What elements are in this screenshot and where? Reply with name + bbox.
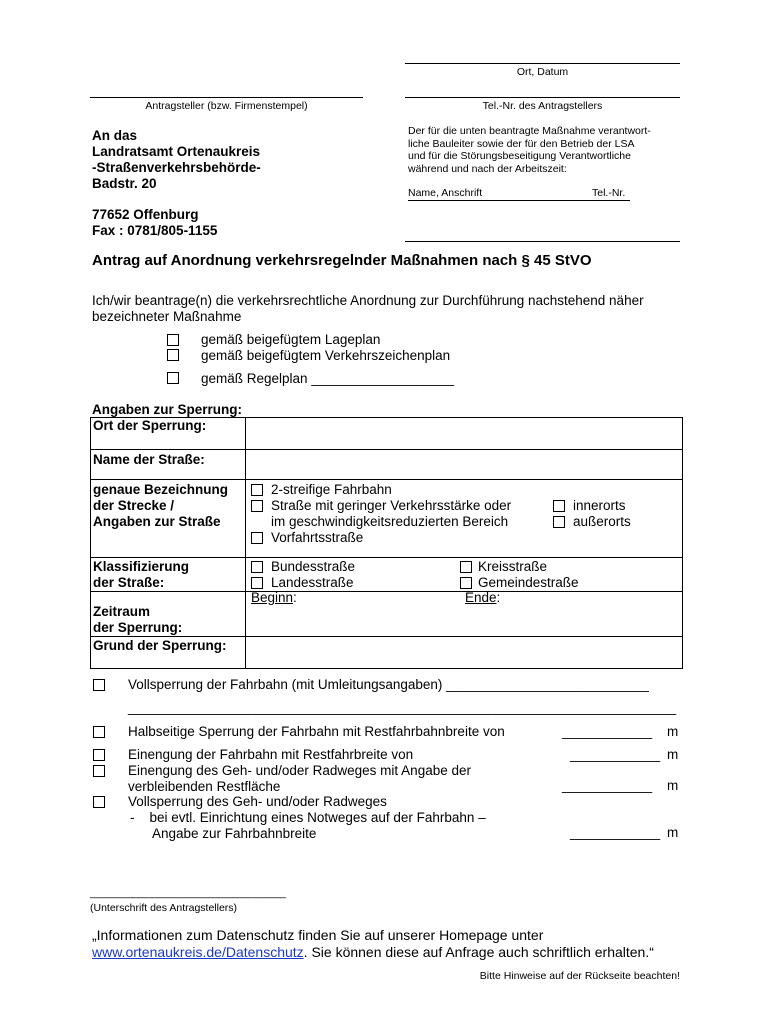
tel-nr-line[interactable] [405, 97, 680, 98]
lageplan-checkbox[interactable] [167, 334, 179, 346]
ort-sperrung-label: Ort der Sperrung: [93, 418, 207, 433]
signature-line[interactable]: ________________________________ [90, 887, 286, 899]
verkehrszeichenplan-checkbox[interactable] [167, 349, 179, 361]
einengung-gehweg-unit: m [667, 778, 679, 793]
zeitraum-cell [246, 592, 683, 637]
bezeichnung-label: Angaben zur Straße [93, 514, 221, 529]
zeitraum-label: der Sperrung: [93, 620, 183, 635]
regelplan-label: gemäß Regelplan ___________________ [201, 371, 454, 386]
grund-label: Grund der Sperrung: [93, 638, 227, 653]
notweg-label [130, 810, 486, 842]
bundesstrasse-checkbox[interactable] [251, 561, 263, 573]
vorfahrtsstrasse-checkbox[interactable] [251, 532, 263, 544]
einengung-fahrbahn-blank[interactable]: ____________ [570, 747, 661, 762]
klassifizierung-label: Klassifizierung [93, 559, 190, 574]
umleitung-fill-line[interactable]: _________________________________________________________________________ [128, 700, 677, 715]
beginn-label: Beginn: [251, 590, 297, 605]
einengung-fahrbahn-checkbox[interactable] [93, 749, 105, 761]
address-line: An das [92, 128, 138, 143]
einengung-gehweg-checkbox[interactable] [93, 765, 105, 777]
address-line: Landratsamt Ortenaukreis [92, 144, 261, 159]
datenschutz-rest: . Sie können diese auf Anfrage auch schriftlich erhalten.“ [303, 944, 654, 960]
bezeichnung-label-cell [91, 480, 246, 558]
ausserorts-checkbox[interactable] [553, 516, 565, 528]
klassifizierung-label-cell [91, 558, 246, 592]
datenschutz-line: „Informationen zum Datenschutz finden Sie auf unserer Homepage unter [92, 927, 544, 943]
tel-nr-label: Tel.-Nr. des Antragstellers [482, 100, 603, 112]
gemeindestrasse-checkbox[interactable] [460, 577, 472, 589]
name-strasse-label-cell [91, 450, 246, 480]
geringe-verkehrsstaerke-checkbox[interactable] [251, 500, 263, 512]
notweg-blank[interactable]: ____________ [570, 825, 661, 840]
bauleiter-entry-line[interactable] [405, 241, 680, 242]
einengung-fahrbahn-label: Einengung der Fahrbahn mit Restfahrbreite von [128, 747, 414, 762]
name-strasse-label: Name der Straße: [93, 452, 205, 467]
verkehrszeichenplan-label: gemäß beigefügtem Verkehrszeichenplan [201, 348, 451, 363]
ausserorts-label: außerorts [573, 514, 631, 529]
2streifig-label: 2-streifige Fahrbahn [271, 482, 392, 497]
intro-text [92, 293, 644, 325]
kreisstrasse-checkbox[interactable] [460, 561, 472, 573]
antragsteller-label: Antragsteller (bzw. Firmenstempel) [145, 100, 308, 112]
intro-line: Ich/wir beantrage(n) die verkehrsrechtliche Anordnung zur Durchführung nachstehend näher [92, 293, 644, 308]
bauleiter-line: während und nach der Arbeitszeit: [408, 162, 567, 175]
geringe-label-line: Straße mit geringer Verkehrsstärke oder [271, 498, 512, 513]
grund-label-cell [91, 637, 246, 669]
bauleiter-text [408, 125, 651, 175]
vollsperrung-gehweg-label: Vollsperrung des Geh- und/oder Radweges [128, 794, 387, 809]
sperrung-table [90, 417, 683, 669]
bauleiter-name-label: Name, Anschrift [408, 187, 483, 199]
landesstrasse-label: Landesstraße [271, 575, 354, 590]
halbseitig-unit: m [667, 724, 679, 739]
address-line: Badstr. 20 [92, 176, 157, 191]
vollsperrung-gehweg-checkbox[interactable] [93, 796, 105, 808]
ort-datum-line [405, 63, 680, 64]
innerorts-label: innerorts [573, 498, 626, 513]
halbseitig-label: Halbseitige Sperrung der Fahrbahn mit Restfahrbahnbreite von [128, 724, 505, 739]
vollsperrung-checkbox[interactable] [93, 679, 105, 691]
kreisstrasse-label: Kreisstraße [478, 559, 548, 574]
ende-text: Ende [465, 590, 497, 605]
zeitraum-label-cell [91, 592, 246, 637]
geringe-label-line: im geschwindigkeitsreduzierten Bereich [271, 514, 509, 529]
ende-label: Ende: [465, 590, 501, 605]
landesstrasse-checkbox[interactable] [251, 577, 263, 589]
halbseitig-blank[interactable]: ____________ [562, 724, 653, 739]
datenschutz-link[interactable]: www.ortenaukreis.de/Datenschutz [92, 944, 304, 960]
ort-datum-label: Ort, Datum [516, 66, 569, 78]
einengung-gehweg-line: verbleibenden Restfläche [128, 779, 281, 794]
halbseitig-checkbox[interactable] [93, 726, 105, 738]
notweg-unit: m [667, 825, 679, 840]
intro-line: bezeichneter Maßnahme [92, 309, 242, 324]
klassifizierung-label: der Straße: [93, 575, 165, 590]
klassifizierung-options-cell [246, 558, 683, 592]
ort-sperrung-input[interactable] [246, 418, 683, 450]
bundesstrasse-label: Bundesstraße [271, 559, 356, 574]
bauleiter-tel-label: Tel.-Nr. [592, 187, 626, 199]
sperrung-heading: Angaben zur Sperrung: [92, 402, 243, 417]
address-line: Fax : 0781/805-1155 [92, 223, 218, 238]
2streifig-checkbox[interactable] [251, 484, 263, 496]
einengung-fahrbahn-unit: m [667, 747, 679, 762]
address-line: -Straßenverkehrsbehörde- [92, 160, 261, 175]
innerorts-checkbox[interactable] [553, 500, 565, 512]
bezeichnung-label: genaue Bezeichnung [93, 482, 229, 497]
address-line: 77652 Offenburg [92, 207, 199, 222]
zeitraum-label: Zeitraum [93, 604, 151, 619]
bezeichnung-label: der Strecke / [93, 498, 175, 513]
gemeindestrasse-label: Gemeindestraße [478, 575, 579, 590]
ort-sperrung-label-cell [91, 418, 246, 450]
footer-note: Bitte Hinweise auf der Rückseite beachten! [479, 970, 680, 982]
einengung-gehweg-blank[interactable]: ____________ [562, 778, 653, 793]
einengung-gehweg-label [128, 763, 471, 795]
antragsteller-line[interactable] [90, 97, 363, 98]
bezeichnung-options-cell [246, 480, 683, 558]
bauleiter-line: und für die Störungsbeseitigung Verantwortliche [408, 150, 631, 162]
regelplan-checkbox[interactable] [167, 372, 179, 384]
vollsperrung-label: Vollsperrung der Fahrbahn (mit Umleitungsangaben) ___________________________ [128, 677, 649, 692]
signature-label: (Unterschrift des Antragstellers) [90, 902, 238, 914]
bauleiter-line: Der für die unten beantragte Maßnahme verantwort- [408, 125, 651, 137]
name-strasse-input[interactable] [246, 450, 683, 480]
einengung-gehweg-line: Einengung des Geh- und/oder Radweges mit Angabe der [128, 763, 471, 778]
geringe-verkehrsstaerke-label [271, 498, 511, 530]
notweg-line: - bei evtl. Einrichtung eines Notweges auf der Fahrbahn – [130, 810, 486, 825]
beginn-text: Beginn [251, 590, 294, 605]
bauleiter-name-underline [408, 200, 630, 201]
grund-input[interactable] [246, 637, 683, 669]
recipient-address [92, 128, 261, 239]
datenschutz-text [92, 927, 692, 961]
page-title: Antrag auf Anordnung verkehrsregelnder Maßnahmen nach § 45 StVO [92, 252, 592, 269]
notweg-line: Angabe zur Fahrbahnbreite [152, 826, 317, 841]
bauleiter-line: liche Bauleiter sowie der für den Betrieb der LSA [408, 137, 635, 150]
lageplan-label: gemäß beigefügtem Lageplan [201, 332, 381, 347]
datenschutz-line [92, 944, 692, 961]
vorfahrtsstrasse-label: Vorfahrtsstraße [271, 530, 364, 545]
